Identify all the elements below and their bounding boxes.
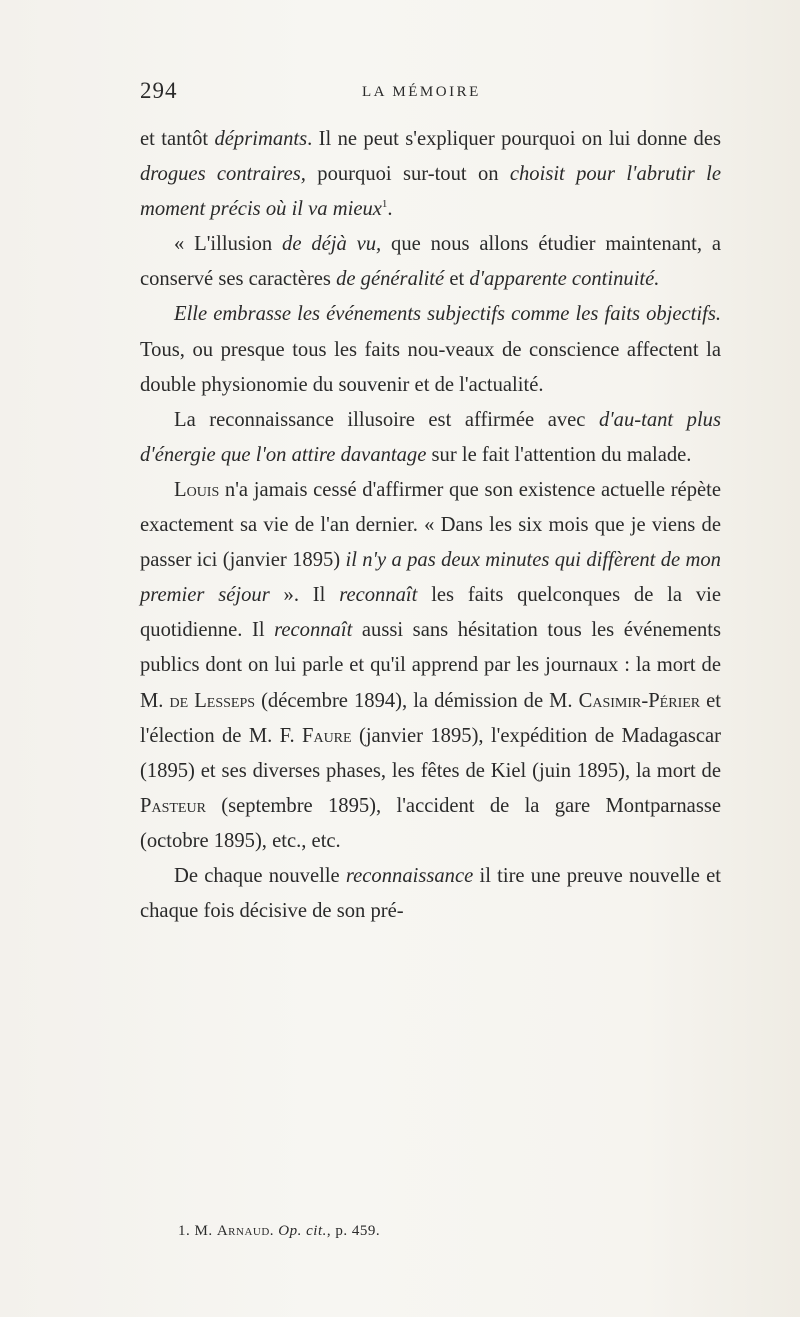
paragraph xyxy=(140,473,721,859)
text-run: (janvier 1895), l'expédition de Madagascar (1895) et ses diverses phases, les fêtes de Kiel (juin 1895), la mort de xyxy=(140,724,721,782)
page-number: 294 xyxy=(140,78,178,103)
page-header xyxy=(140,78,720,114)
text-run: (septembre 1895), l'accident de la gare Montparnasse (octobre 1895), etc., etc. xyxy=(140,794,721,852)
text-run: n'a jamais cessé d'affirmer que son existence actuelle répète exactement sa vie de l'an dernier. « Dans les six mois que je viens de passer ici (janvier 1895) xyxy=(140,478,721,572)
text-run: « L'illusion xyxy=(174,233,283,256)
italic-text: Elle embrasse les événements subjectifs comme les faits objectifs. xyxy=(174,303,721,326)
text-run: . xyxy=(387,198,393,221)
text-run: De chaque nouvelle xyxy=(174,864,346,887)
running-head: LA MÉMOIRE xyxy=(362,84,481,100)
text-run: et tantôt xyxy=(140,128,215,150)
italic-text: d'au-tant plus d'énergie que l'on attire davantage xyxy=(140,408,721,466)
italic-text: déprimants xyxy=(214,128,308,150)
small-caps-name: Arnaud xyxy=(216,1223,270,1239)
italic-text: Op. cit. xyxy=(278,1223,327,1239)
text-run: il tire une preuve nouvelle et chaque fois décisive de son pré- xyxy=(140,864,721,923)
small-caps-name: Casimir-Périer xyxy=(578,689,701,712)
text-run: que nous allons étudier maintenant, a conservé ses caractères xyxy=(140,233,721,291)
paragraph xyxy=(140,859,721,929)
italic-text: drogues contraires, xyxy=(140,163,306,186)
footnote-ref: 1 xyxy=(381,198,388,211)
italic-text: de déjà vu, xyxy=(282,233,382,256)
text-run: pourquoi sur-tout on xyxy=(305,163,510,186)
paragraph xyxy=(140,122,721,227)
italic-text: il n'y a pas deux minutes qui diffèrent de mon premier séjour xyxy=(140,549,721,607)
italic-text: reconnaît xyxy=(339,584,418,607)
body-text xyxy=(140,122,721,929)
text-run: et l'élection de M. F. xyxy=(140,689,722,747)
italic-text: reconnaissance xyxy=(345,864,474,887)
text-run: ». Il xyxy=(269,584,340,607)
small-caps-name: Pasteur xyxy=(140,794,206,817)
text-run: La reconnaissance illusoire est affirmée avec xyxy=(174,408,599,431)
small-caps-name: de Lesseps xyxy=(169,689,256,712)
text-run: . xyxy=(269,1223,279,1239)
small-caps-name: Louis xyxy=(174,478,220,501)
text-run: sur le fait l'attention du malade. xyxy=(426,443,692,466)
text-run: Tous, ou presque tous les faits nou-veaux de conscience affectent la double physionomie du souvenir et de l'actualité. xyxy=(140,338,721,396)
text-run: aussi sans hésitation tous les événements publics dont on lui parle et qu'il apprend par les journaux : la mort de M. xyxy=(140,619,721,712)
paragraph xyxy=(140,227,721,297)
text-run: (décembre 1894), la démission de M. xyxy=(255,689,579,712)
text-run: 1. M. xyxy=(178,1223,217,1239)
paragraph xyxy=(140,297,721,402)
italic-text: d'apparente continuité. xyxy=(469,268,660,291)
italic-text: de généralité xyxy=(336,268,445,291)
text-run: et xyxy=(444,268,470,291)
paragraph xyxy=(140,403,721,473)
text-run: . Il ne peut s'expliquer pourquoi on lui donne des xyxy=(307,128,721,150)
text-run: les faits quelconques de la vie quotidienne. Il xyxy=(140,584,721,642)
footnote xyxy=(178,1223,718,1240)
small-caps-name: Faure xyxy=(302,724,352,747)
italic-text: reconnaît xyxy=(274,619,353,642)
text-run: , p. 459. xyxy=(326,1223,381,1239)
italic-text: choisit pour l'abrutir le moment précis où il va mieux xyxy=(140,163,721,221)
